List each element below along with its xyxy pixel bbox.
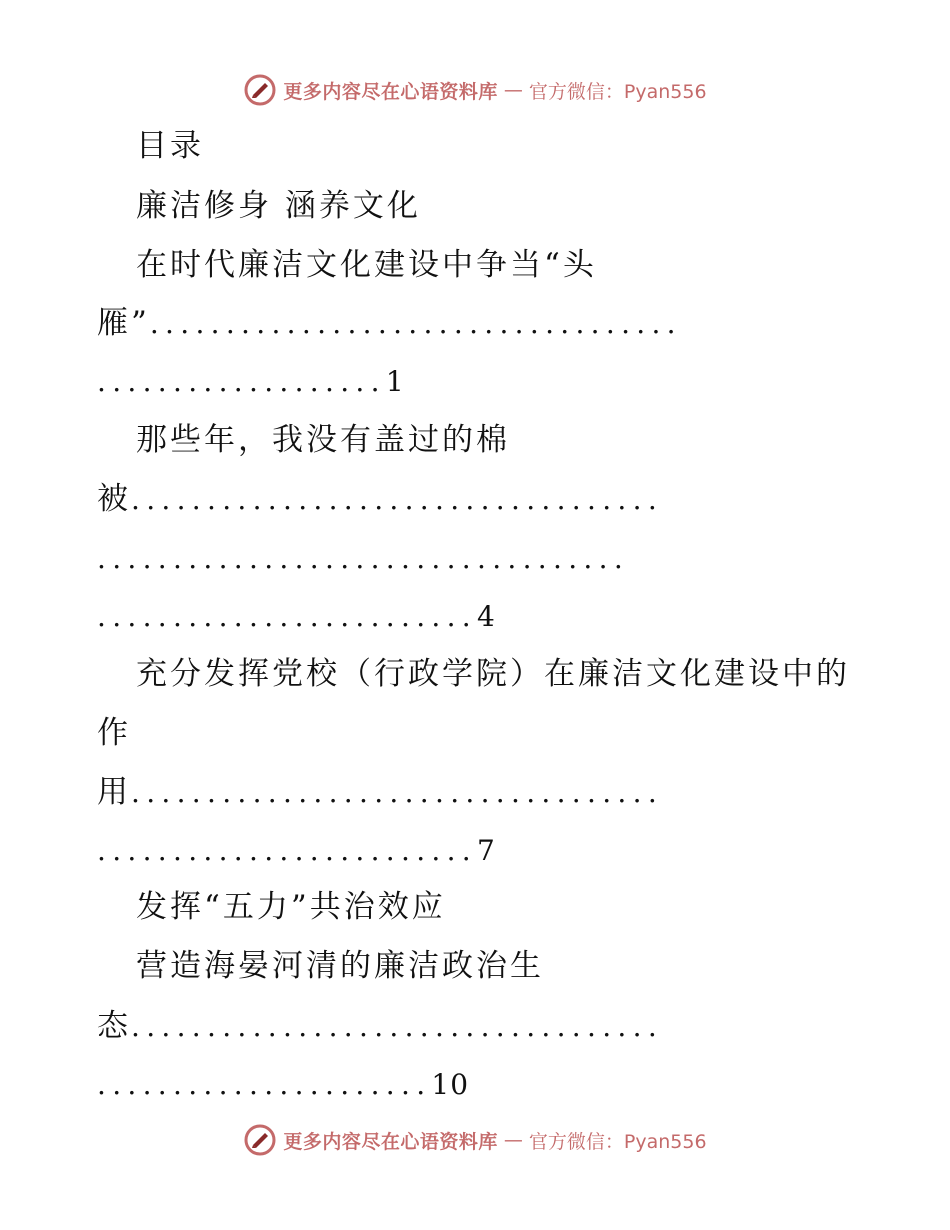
page-header (0, 70, 950, 110)
brand-logo-icon (243, 73, 277, 107)
toc-entry-1-leader2: ................... (97, 365, 386, 398)
toc-entry-2-row2[interactable] (0, 479, 950, 519)
toc-entry-2-leader3: ......................... (97, 600, 478, 633)
toc-entry-5-row3[interactable] (0, 1064, 950, 1104)
toc-entry-3-leader1: ................................... (131, 776, 664, 809)
brand-logo-icon (243, 1123, 277, 1157)
toc-entry-5-leader2: ...................... (97, 1068, 432, 1101)
toc-entry-2-leader2: ................................... (97, 542, 630, 575)
toc-entry-4-title-line1[interactable]: 发挥“五力”共治效应 (136, 889, 446, 925)
toc-entry-1-row2[interactable] (0, 303, 950, 343)
page-footer (0, 1120, 950, 1160)
toc-entry-2-title-line2: 被 (97, 481, 131, 517)
toc-title: 目录 (136, 128, 204, 164)
toc-entry-5-title-line2: 态 (97, 1008, 131, 1044)
toc-entry-2-row4[interactable] (0, 596, 950, 636)
toc-entry-2-row3[interactable] (0, 538, 950, 578)
toc-entry-5-row2[interactable] (0, 1006, 950, 1046)
toc-entry-3-page: 7 (477, 834, 496, 867)
header-site-name: 更多内容尽在心语资料库 (283, 80, 498, 103)
toc-entry-1-row3[interactable] (0, 361, 950, 401)
header-contact: 官方微信：Pyan556 (528, 80, 707, 103)
toc-entry-1-leader1: ................................... (149, 307, 682, 340)
toc-entry-1-title-line1[interactable]: 在时代廉洁文化建设中争当“头 (136, 247, 597, 283)
footer-site-name: 更多内容尽在心语资料库 (283, 1130, 498, 1153)
toc-entry-1-title-line2: 雁” (97, 305, 150, 341)
toc-entry-1-page: 1 (385, 365, 405, 398)
toc-entry-3-title-line3: 用 (97, 774, 131, 810)
toc-entry-5-page: 10 (431, 1068, 470, 1101)
toc-entry-3-title-line1[interactable]: 充分发挥党校（行政学院）在廉洁文化建设中的 (136, 656, 850, 692)
header-dash: — (503, 79, 523, 101)
toc-entry-5-title-line1[interactable]: 营造海晏河清的廉洁政治生 (136, 948, 544, 984)
toc-section-heading: 廉洁修身 涵养文化 (136, 188, 421, 224)
toc-entry-5-leader1: ................................... (131, 1010, 664, 1043)
toc-entry-2-leader1: ................................... (131, 483, 664, 516)
toc-entry-3-row3[interactable] (0, 772, 950, 812)
toc-entry-2-title-line1[interactable]: 那些年，我没有盖过的棉 (136, 422, 510, 458)
toc-entry-2-page: 4 (477, 600, 496, 633)
footer-dash: — (503, 1129, 523, 1151)
footer-contact: 官方微信：Pyan556 (528, 1130, 707, 1153)
toc-entry-3-row4[interactable] (0, 830, 950, 870)
toc-entry-3-leader2: ......................... (97, 834, 478, 867)
toc-entry-3-title-line2[interactable]: 作 (97, 715, 131, 751)
